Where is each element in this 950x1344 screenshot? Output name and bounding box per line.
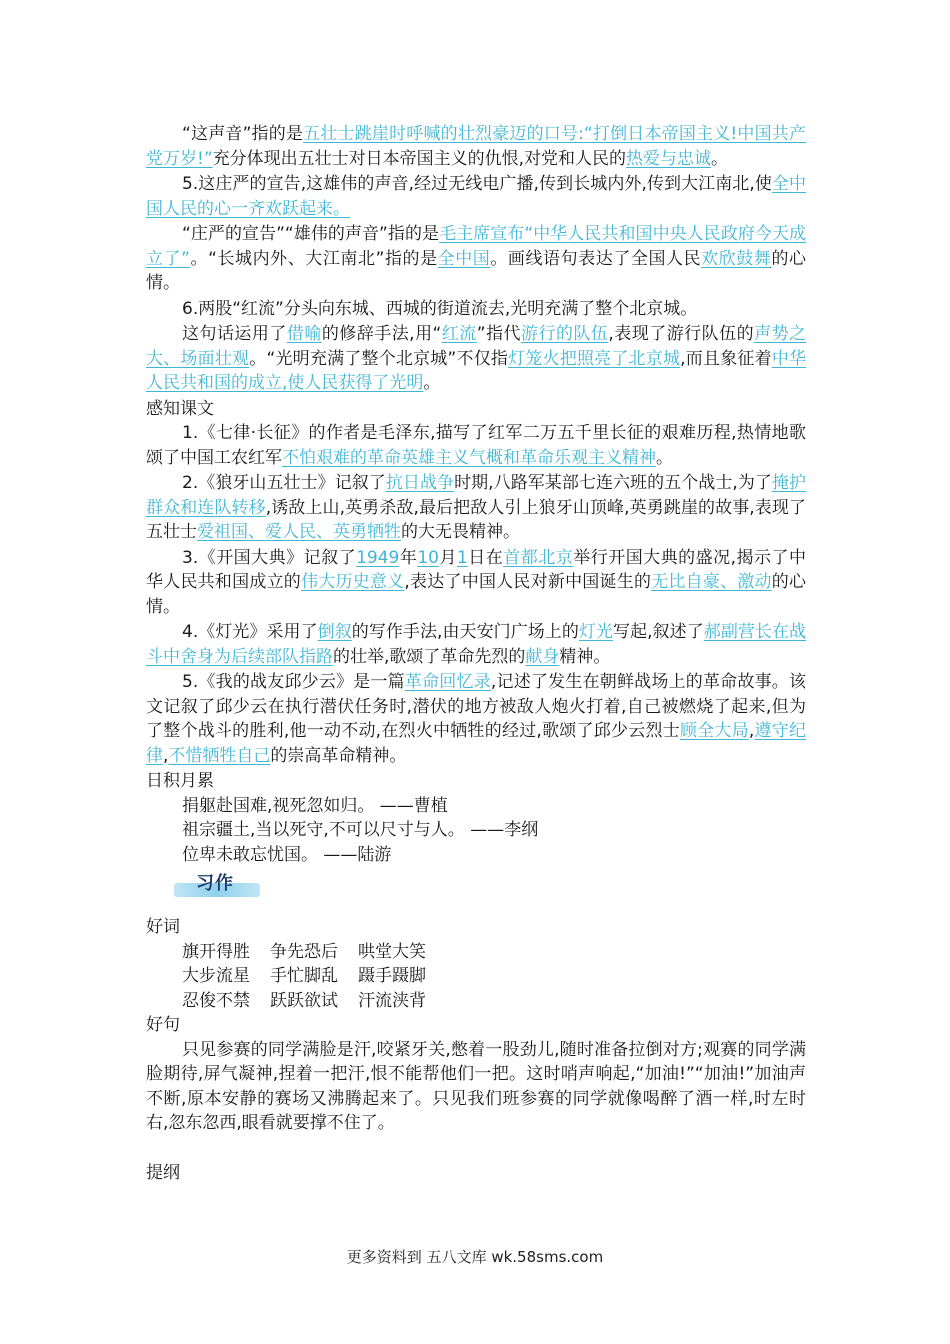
answer-blank: 献身 — [525, 646, 560, 667]
answer-blank: 全中国 — [437, 248, 491, 269]
word: 忍俊不禁 — [182, 990, 250, 1011]
answer-blank: 掩护群众和连队转移 — [146, 473, 807, 518]
word: 手忙脚乱 — [270, 966, 338, 986]
text: 的崇高革命精神。 — [270, 745, 407, 766]
text: ”指代 — [476, 324, 522, 344]
answer-blank: 首都北京 — [503, 547, 574, 568]
answer-blank: 毛主席宣布“中华人民共和国中央人民政府今天成立了” — [146, 224, 806, 269]
answer-blank: 不惜牺牲自己 — [168, 745, 271, 766]
text: 3.《开国大典》记叙了 — [182, 547, 357, 568]
answer-blank: 顾全大局 — [679, 721, 749, 741]
answer-blank: 革命回忆录 — [404, 672, 491, 692]
text: ,表现了游行队伍的 — [608, 324, 755, 344]
answer-blank: 无比自豪、激动 — [651, 572, 772, 592]
paragraph-good-sentence: 只见参赛的同学满脸是汗,咬紧牙关,憋着一股劲儿,随时准备拉倒对方;观赛的同学满脸期待,屏气凝神,捏着一把汗,恨不能帮他们一把。这时哨声响起,“加油!”“加油!”加油声不断,原本安静的赛场又沸腾起来了。只见我们班参赛的同学就像喝醉了酒一样,时左时右,忽东忽西,眼看就要撑不住了。 — [146, 1039, 806, 1133]
answer-blank: 1 — [456, 547, 468, 568]
paragraph-lesson-5 — [146, 670, 806, 768]
quote-line: 祖宗疆土,当以死守,不可以尺寸与人。 ——李纲 — [182, 820, 539, 840]
answer-blank: 1949 — [356, 547, 400, 568]
section-heading-good-words: 好词 — [146, 917, 180, 937]
answer-blank: 借喻 — [286, 324, 322, 344]
word-row — [146, 940, 806, 965]
text: , — [748, 721, 755, 741]
word: 大步流星 — [182, 966, 250, 986]
answer-blank: 中华人民共和国的成立,使人民获得了光明 — [146, 348, 807, 393]
answer-blank: 郝副营长在战斗中舍身为后续部队指路 — [146, 622, 807, 667]
text: 的写作手法,由天安门广场上的 — [351, 622, 579, 642]
text: 这句话运用了 — [182, 324, 287, 344]
answer-blank: 全中国人民的心一齐欢跃起来。 — [146, 174, 806, 219]
answer-blank: 红流 — [441, 324, 477, 344]
text: 。画线语句表达了全国人民 — [490, 248, 702, 269]
text: 写起,叙述了 — [613, 622, 704, 642]
section-heading-outline: 提纲 — [146, 1162, 180, 1183]
answer-blank: 爱祖国、爱人民、英勇牺牲 — [197, 522, 401, 542]
paragraph-item-6-explanation — [146, 322, 806, 396]
paragraph-lesson-2 — [146, 471, 806, 545]
text: 的心情。 — [146, 248, 807, 293]
text: ,记述了发生在朝鲜战场上的革命故事。该文记叙了邱少云在执行潜伏任务时,潜伏的地方被敌人炮火打着,自己被燃烧了起来,但为了整个战斗的胜利,他一动不动,在烈火中牺牲的经过,歌颂了邱少云烈士 — [146, 672, 807, 741]
answer-blank: 10 — [417, 547, 439, 568]
section-heading-perceive-text: 感知课文 — [146, 398, 214, 419]
text: 的壮举,歌颂了革命先烈的 — [333, 646, 526, 667]
word-row — [146, 989, 806, 1014]
paragraph-lesson-1 — [146, 421, 806, 470]
text: , — [163, 745, 169, 766]
banner-label: 习作 — [196, 873, 234, 894]
paragraph-lesson-4 — [146, 620, 806, 669]
document-body — [146, 122, 806, 1185]
word: 汗流浃背 — [358, 990, 426, 1011]
answer-blank: 欢欣鼓舞 — [701, 248, 772, 269]
text: 日在 — [467, 547, 504, 568]
text: 2.《狼牙山五壮士》记叙了 — [182, 473, 386, 493]
paragraph-sound-explanation — [146, 122, 806, 171]
answer-blank: 遵守纪律 — [146, 721, 806, 766]
quote-line: 捐躯赴国难,视死忽如归。 ——曹植 — [182, 795, 448, 816]
answer-blank: 声势之大、场面壮观 — [146, 324, 807, 369]
text: 5.这庄严的宣告,这雄伟的声音,经过无线电广播,传到长城内外,传到大江南北,使 — [182, 174, 772, 194]
answer-blank: 抗日战争 — [385, 473, 455, 493]
text: 5.《我的战友邱少云》是一篇 — [182, 672, 405, 692]
word: 跃跃欲试 — [270, 990, 338, 1011]
answer-blank: 游行的队伍 — [521, 324, 609, 344]
text: ,表达了中国人民对新中国诞生的 — [404, 572, 652, 592]
text: ,而且象征着 — [680, 348, 772, 369]
text: 举行开国大典的盛况,揭示了中华人民共和国成立的 — [146, 547, 807, 592]
answer-blank: 五壮士跳崖时呼喊的壮烈豪迈的口号:“打倒日本帝国主义!中国共产党万岁!” — [146, 124, 806, 169]
word: 哄堂大笑 — [358, 941, 426, 962]
paragraph-item-6 — [146, 297, 806, 322]
text: 的大无畏精神。 — [401, 522, 520, 542]
answer-blank: 倒叙 — [317, 622, 352, 642]
section-heading-daily-accumulation: 日积月累 — [146, 771, 214, 791]
text: 年 — [399, 547, 418, 568]
word: 蹑手蹑脚 — [358, 966, 426, 986]
section-heading-good-sentences: 好句 — [146, 1015, 180, 1035]
writing-section-banner — [174, 869, 264, 905]
word: 争先恐后 — [270, 941, 338, 962]
footer-watermark: 更多资料到 五八文库 wk.58sms.com — [346, 1248, 604, 1266]
text: “这声音”指的是 — [182, 124, 304, 144]
text: 。 — [656, 447, 673, 468]
text: 4.《灯光》采用了 — [182, 622, 318, 642]
answer-blank: 伟大历史意义 — [301, 572, 405, 592]
text: 月 — [439, 547, 457, 568]
answer-blank: 不怕艰难的革命英雄主义气概和革命乐观主义精神 — [282, 447, 656, 468]
word: 旗开得胜 — [182, 941, 250, 962]
text: “庄严的宣告”“雄伟的声音”指的是 — [182, 224, 440, 244]
answer-blank: 热爱与忠诚 — [626, 148, 712, 169]
text: 的心情。 — [146, 572, 807, 617]
text: 6.两股“红流”分头向东城、西城的街道流去,光明充满了整个北京城。 — [182, 298, 698, 319]
text: 充分体现出五壮士对日本帝国主义的仇恨,对党和人民的 — [212, 148, 627, 169]
paragraph-item-5-explanation — [146, 222, 806, 296]
quote-line: 位卑未敢忘忧国。 ——陆游 — [182, 844, 392, 865]
spacer — [146, 1137, 806, 1161]
text: 。 — [711, 148, 729, 169]
text: ,诱敌上山,英勇杀敌,最后把敌人引上狼牙山顶峰,英勇跳崖的故事,表现了五壮士 — [146, 497, 806, 542]
answer-blank: 灯笼火把照亮了北京城 — [508, 348, 681, 369]
text: 的修辞手法,用“ — [321, 324, 442, 344]
text: 。“光明充满了整个北京城”不仅指 — [249, 348, 509, 369]
word-row — [146, 964, 806, 989]
paragraph-lesson-3 — [146, 546, 806, 620]
text: 1.《七律·长征》的作者是毛泽东,描写了红军二万五千里长征的艰难历程,热情地歌颂了中国工农红军 — [146, 423, 806, 468]
text: 。“长城内外、大江南北”指的是 — [189, 248, 438, 269]
text: 时期,八路军某部七连六班的五个战士,为了 — [454, 473, 772, 493]
text: 。 — [423, 373, 441, 393]
text: 精神。 — [559, 646, 611, 667]
answer-blank: 灯光 — [578, 622, 614, 642]
paragraph-item-5 — [146, 172, 806, 221]
